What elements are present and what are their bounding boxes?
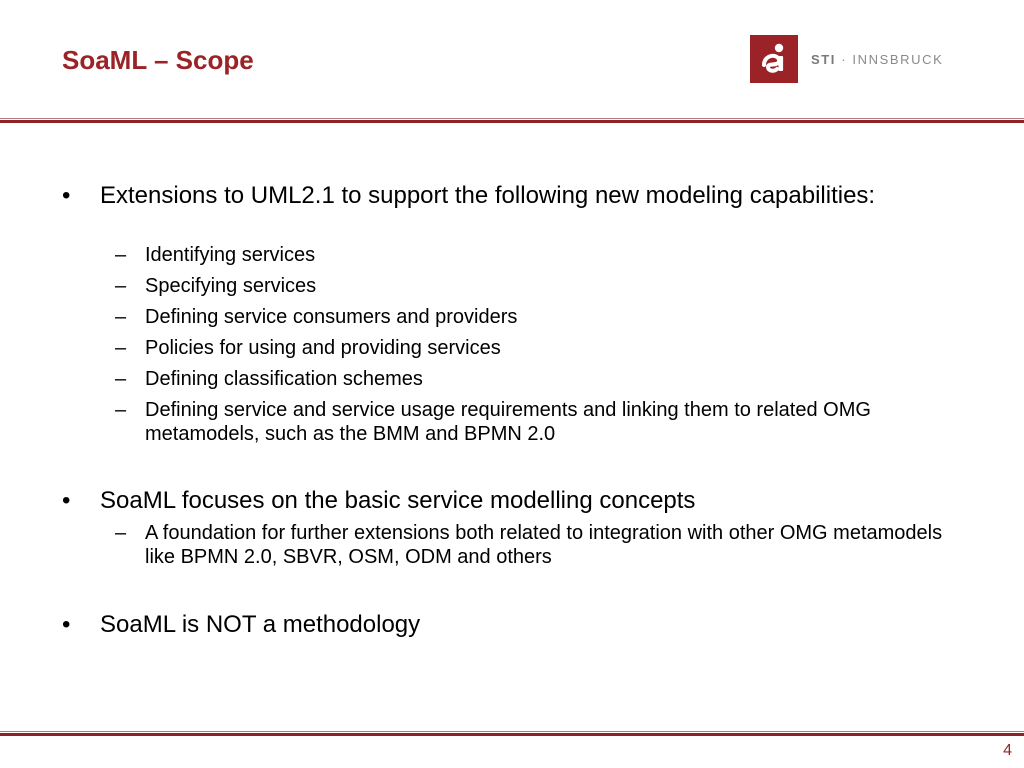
- bullet-marker: •: [62, 182, 71, 209]
- sub-bullet-text: Identifying services: [145, 244, 316, 266]
- sub-bullet-item: [115, 274, 975, 298]
- sub-bullet-marker: –: [115, 399, 127, 421]
- logo-separator: ·: [836, 51, 853, 67]
- bullet-marker: •: [62, 611, 71, 638]
- sub-bullet-marker: –: [115, 244, 127, 266]
- bullet-item: [62, 611, 962, 638]
- sub-bullet-item: [115, 305, 975, 329]
- sub-bullet-item: [115, 367, 975, 391]
- sub-bullet-item: [115, 336, 975, 360]
- sub-bullet-text: A foundation for further extensions both related to integration with other OMG metamodels like BPMN 2.0, SBVR, OSM, ODM and others: [145, 522, 943, 568]
- page-number: 4: [1003, 742, 1012, 759]
- sub-bullet-marker: –: [115, 368, 127, 390]
- sub-bullet-text: Defining service and service usage requirements and linking them to related OMG metamodels, such as the BMM and BPMN 2.0: [145, 399, 871, 445]
- bullet-item: [62, 182, 962, 209]
- sub-bullet-marker: –: [115, 522, 127, 544]
- bullet-marker: •: [62, 487, 71, 514]
- sub-bullet-marker: –: [115, 275, 127, 297]
- sub-bullet-item: [115, 243, 975, 267]
- bullet-item: [62, 487, 962, 514]
- sub-bullet-item: [115, 398, 975, 446]
- sub-bullet-item: [115, 521, 975, 569]
- logo-brand: STI: [811, 51, 837, 67]
- sub-bullet-marker: –: [115, 337, 127, 359]
- sub-bullet-text: Specifying services: [145, 275, 317, 297]
- sub-bullet-marker: –: [115, 306, 127, 328]
- sub-bullet-text: Defining service consumers and providers: [145, 306, 518, 328]
- logo-location: INNSBRUCK: [852, 51, 944, 67]
- sub-bullet-text: Policies for using and providing services: [145, 337, 501, 359]
- sub-bullet-text: Defining classification schemes: [145, 368, 423, 390]
- bullet-text: SoaML focuses on the basic service modelling concepts: [100, 487, 696, 514]
- bullet-text: Extensions to UML2.1 to support the following new modeling capabilities:: [100, 182, 876, 209]
- slide-title: SoaML – Scope: [62, 45, 254, 75]
- bullet-text: SoaML is NOT a methodology: [100, 611, 421, 638]
- footer-divider: [0, 731, 1024, 736]
